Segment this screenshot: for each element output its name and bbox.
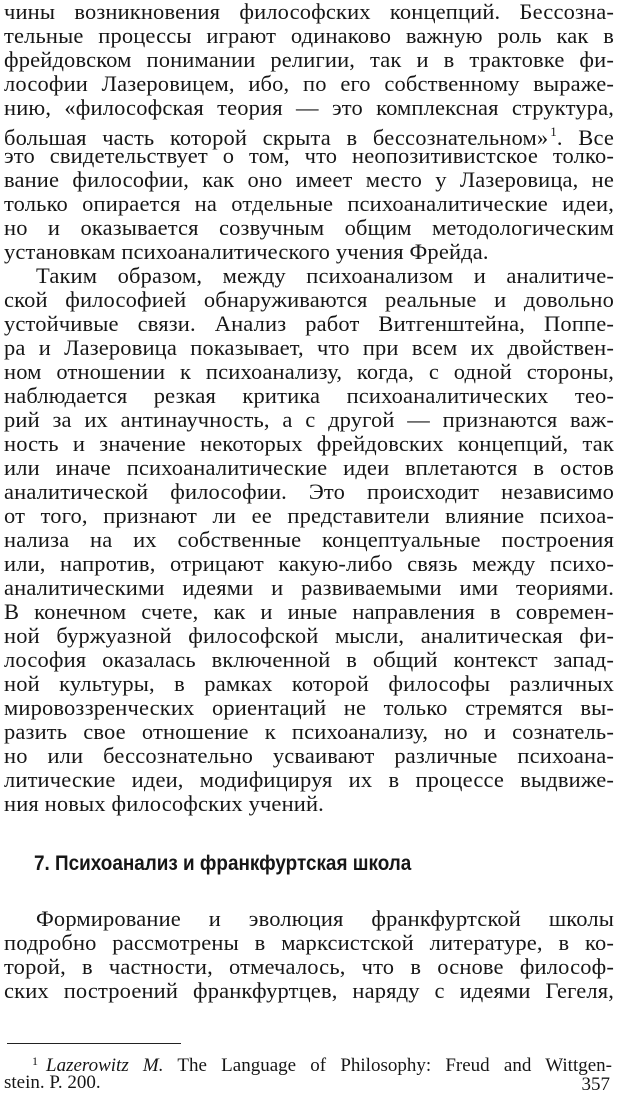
text-line: вание философии, как оно имеет место у Лазеровица, не bbox=[4, 167, 614, 192]
text-line: чины возникновения философских концепций. Бессозна- bbox=[4, 0, 614, 24]
text-line: ном отношении к психоанализу, когда, с одной стороны, bbox=[4, 359, 614, 384]
text-line: или иначе психоаналитические идеи вплетаются в остов bbox=[4, 455, 614, 480]
text-line: нализа на их собственные концептуальные построения bbox=[4, 527, 614, 552]
text-line: лософия оказалась включенной в общий контекст запад- bbox=[4, 647, 614, 672]
text-line: но или бессознательно усваивают различные психоана- bbox=[4, 743, 614, 768]
text-line: ной буржуазной философской мысли, аналитическая фи- bbox=[4, 623, 614, 648]
text-segment: . Все bbox=[556, 125, 614, 150]
text-line: разить свое отношение к психоанализу, но и сознатель- bbox=[4, 719, 614, 744]
footnote-line bbox=[30, 1050, 612, 1076]
text-line: Таким образом, между психоанализом и аналитиче- bbox=[36, 263, 614, 288]
text-line: наблюдается резкая критика психоаналитических тео- bbox=[4, 383, 614, 408]
text-line: но и оказывается созвучным общим методологическим bbox=[4, 215, 614, 240]
text-line: ской философией обнаруживаются реальные и довольно bbox=[4, 287, 614, 312]
text-line: мировоззренческих ориентаций не только стремятся вы- bbox=[4, 695, 614, 720]
page-number: 357 bbox=[581, 1074, 610, 1095]
text-line: ной культуры, в рамках которой философы различных bbox=[4, 671, 614, 696]
text-line: ность и значение некоторых фрейдовских концепций, так bbox=[4, 431, 614, 456]
footnote-text: The Language of Philosophy: Freud and Wittgen- bbox=[163, 1055, 612, 1076]
footnote-line: stein. P. 200. bbox=[4, 1072, 101, 1093]
text-line: лософии Лазеровицем, ибо, по его собственному выраже- bbox=[4, 71, 614, 96]
footnote-number: 1 bbox=[32, 1054, 38, 1068]
text-line: В конечном счете, как и иные направления в современ- bbox=[4, 599, 614, 624]
text-line: фрейдовском понимании религии, так и в трактовке фи- bbox=[4, 47, 614, 72]
text-line: это свидетельствует о том, что неопозитивистское толко- bbox=[4, 143, 614, 168]
text-line: устойчивые связи. Анализ работ Витгенштейна, Поппе- bbox=[4, 311, 614, 336]
text-line: аналитическими идеями и развиваемыми ими теориями. bbox=[4, 575, 614, 600]
text-line: или, напротив, отрицают какую-либо связь между психо- bbox=[4, 551, 614, 576]
text-line: ния новых философских учений. bbox=[4, 791, 324, 816]
footnote-reference[interactable]: 1 bbox=[550, 124, 557, 139]
text-line: нию, «философская теория — это комплексная структура, bbox=[4, 95, 614, 120]
text-segment: большая часть которой скрыта в бессознательном» bbox=[4, 125, 549, 150]
text-line: литические идеи, модифицируя их в процессе выдвиже- bbox=[4, 767, 614, 792]
text-line-with-footnote-ref bbox=[4, 120, 614, 150]
text-line: тельные процессы играют одинаково важную роль как в bbox=[4, 23, 614, 48]
text-line: от того, признают ли ее представители влияние психоа- bbox=[4, 503, 614, 528]
text-line: торой, в частности, отмечалось, что в основе философ- bbox=[4, 954, 614, 979]
section-heading: 7. Психоанализ и франкфуртская школа bbox=[34, 852, 412, 875]
text-line: установкам психоаналитического учения Фрейда. bbox=[4, 239, 489, 264]
text-line: подробно рассмотрены в марксистской литературе, в ко- bbox=[4, 930, 614, 955]
text-line: только опирается на отдельные психоаналитические идеи, bbox=[4, 191, 614, 216]
text-line: ских построений франкфуртцев, наряду с идеями Гегеля, bbox=[4, 978, 614, 1003]
footnote-divider bbox=[7, 1043, 181, 1044]
text-line: аналитической философии. Это происходит независимо bbox=[4, 479, 614, 504]
footnote-author: Lazerowitz M. bbox=[46, 1055, 164, 1076]
text-line: ра и Лазеровица показывает, что при всем их двойствен- bbox=[4, 335, 614, 360]
text-line: Формирование и эволюция франкфуртской школы bbox=[36, 906, 614, 931]
text-line: рий за их антинаучность, а с другой — признаются важ- bbox=[4, 407, 614, 432]
book-page bbox=[4, 0, 614, 1105]
